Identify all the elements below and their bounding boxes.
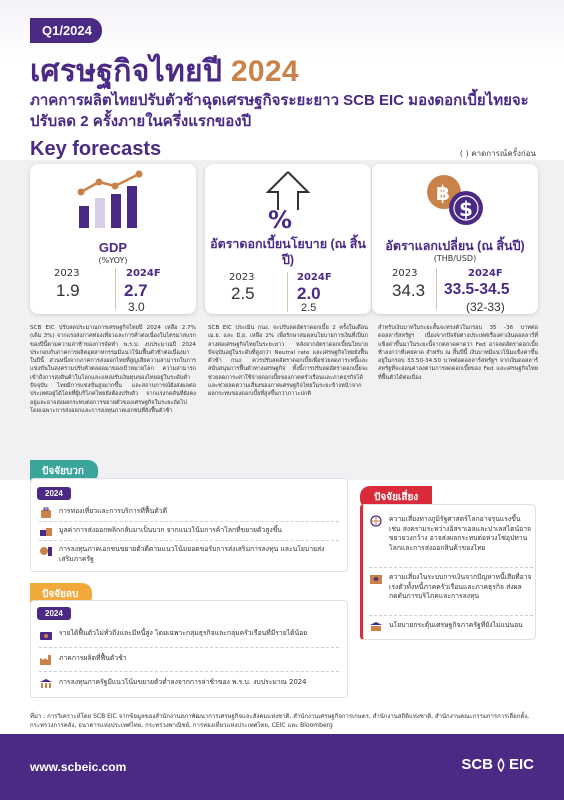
exchange-rate-previous-forecast: (32-33) bbox=[466, 300, 505, 314]
quarter-tag: Q1/2024 bbox=[30, 18, 102, 43]
list-item bbox=[369, 621, 533, 633]
divider bbox=[39, 521, 339, 522]
policy-rate-divider bbox=[287, 272, 288, 312]
exchange-rate-description: สำหรับเงินบาทในระยะสั้นจะทรงตัวในกรอบ 35 -36 บาทต่อดอลลาร์สหรัฐฯ เนื่องจากปัจจัยต่างประเทศเรื่องค่าเงินดอลลาร์ที่แข็งค่าขึ้นมาในระยะนี้จากตลาดคาดว่า Fed อาจลดอัตราดอกเบี้ยช้าลงกว่าที่เคยคาด สำหรับ ณ สิ้นปีนี้ เงินบาทมีแนวโน้มแข็งค่าขึ้นอยู่ในกรอบ 33.50-34.50 บาทต่อดอลลาร์สหรัฐฯ จากเงินดอลลาร์สหรัฐที่จะอ่อนค่าลงตามการลดดอกเบี้ยของ Fed และเศรษฐกิจไทยที่ฟื้นตัวได้ต่อเนื่อง bbox=[378, 325, 538, 381]
gdp-divider bbox=[115, 268, 116, 310]
gdp-forecast-label: 2024F bbox=[126, 268, 161, 279]
svg-text:$: $ bbox=[459, 197, 473, 221]
positive-item-text: การลงทุนภาคเอกชนขยายตัวดีตามแนวโน้มยอดขอรับการส่งเสริมการลงทุน และนโยบายส่งเสริมภาครัฐ bbox=[59, 545, 325, 563]
investment-icon bbox=[39, 545, 53, 557]
gdp-unit: (%YOY) bbox=[98, 256, 128, 265]
list-item bbox=[369, 515, 533, 553]
list-item bbox=[39, 526, 339, 538]
exchange-rate-forecast-label: 2024F bbox=[468, 268, 503, 279]
positive-item-text: มูลค่าการส่งออกพลิกกลับมาเป็นบวก จากแนวโน้มการค้าโลกที่ขยายตัวสูงขึ้น bbox=[59, 526, 282, 534]
divider bbox=[39, 647, 339, 648]
policy-rate-previous-forecast: 2.5 bbox=[301, 302, 317, 314]
logo-scb: SCB bbox=[461, 756, 493, 773]
gdp-title: GDP bbox=[98, 240, 128, 255]
divider bbox=[39, 540, 339, 541]
positive-factors-box bbox=[30, 478, 348, 572]
divider bbox=[369, 615, 533, 616]
policy-rate-2023-value: 2.5 bbox=[231, 284, 255, 303]
title-year: 2024 bbox=[230, 55, 299, 88]
exchange-rate-card bbox=[372, 164, 538, 314]
policy-uncertainty-icon bbox=[369, 621, 383, 633]
export-cargo-icon bbox=[39, 526, 53, 538]
gdp-year-label: 2023 bbox=[54, 268, 80, 279]
household-debt-icon bbox=[39, 629, 53, 641]
list-item bbox=[39, 629, 339, 641]
positive-item-text: การท่องเที่ยวและการบริการที่ฟื้นตัวดี bbox=[59, 507, 167, 515]
subtitle: ภาคการผลิตไทยปรับตัวช้าฉุดเศรษฐกิจระยะยาว SCB EIC มองดอกเบี้ยไทยจะปรับลด 2 ครั้งภายในครึ่งแรกของปี bbox=[30, 92, 529, 130]
china-economy-icon bbox=[369, 573, 383, 585]
policy-rate-title: อัตราดอกเบี้ยนโยบาย (ณ สิ้นปี) bbox=[210, 237, 366, 267]
government-budget-icon bbox=[39, 678, 53, 690]
previous-forecast-note: ( ) คาดการณ์ครั้งก่อน bbox=[459, 149, 536, 158]
negative-item-text: ภาคการผลิตที่ฟื้นตัวช้า bbox=[59, 654, 127, 662]
flame-icon bbox=[496, 758, 506, 772]
main-title bbox=[30, 48, 299, 95]
policy-rate-card bbox=[205, 164, 371, 314]
exchange-rate-2024-forecast: 33.5-34.5 bbox=[444, 281, 510, 298]
percent-arrow-icon bbox=[260, 170, 316, 232]
gdp-2023-value: 1.9 bbox=[56, 281, 80, 300]
svg-text:%: % bbox=[268, 206, 293, 232]
negative-factors-box bbox=[30, 600, 348, 698]
exchange-rate-2023-value: 34.3 bbox=[392, 281, 426, 300]
key-forecasts-title: Key forecasts bbox=[30, 138, 162, 160]
positive-year-badge: 2024 bbox=[37, 487, 71, 500]
policy-rate-year-label: 2023 bbox=[229, 272, 255, 283]
exchange-rate-unit: (THB/USD) bbox=[433, 254, 477, 263]
risk-item-text: ความเสี่ยงในระบบการเงินจากปัญหาหนี้เสียที่อาจเร่งตัวทั้งหนี้ภาคครัวเรือนและภาคธุรกิจ ส่งผลกดดันการบริโภคและการลงทุน bbox=[389, 573, 532, 601]
bar-chart-growth-icon bbox=[75, 170, 151, 232]
website-link[interactable]: www.scbeic.com bbox=[30, 760, 127, 774]
gdp-previous-forecast: 3.0 bbox=[128, 300, 145, 314]
divider bbox=[39, 671, 339, 672]
list-item bbox=[39, 654, 339, 666]
logo-eic: EIC bbox=[508, 756, 534, 773]
source-note: ที่มา : การวิเคราะห์โดย SCB EIC จากข้อมูลของสำนักงานสภาพัฒนาการเศรษฐกิจและสังคมแห่งชาติ, สำนักงานเศรษฐกิจการเกษตร, สำนักงานสถิติแห่งชาติ, สำนักงานคณะกรรมการการเลือกตั้ง, กระทรวงการคลัง, ธนาคารแห่งประเทศไทย, กระทรวงพาณิชย์, การท่องเที่ยวแห่งประเทศไทย, CEIC และ Bloomberg bbox=[30, 713, 530, 729]
policy-rate-2024-forecast: 2.0 bbox=[297, 284, 321, 303]
scb-eic-logo bbox=[461, 756, 534, 773]
gdp-2024-forecast: 2.7 bbox=[124, 281, 148, 300]
geopolitics-icon bbox=[369, 515, 383, 527]
divider bbox=[369, 567, 533, 568]
tourism-icon bbox=[39, 507, 53, 519]
gdp-card bbox=[30, 164, 196, 314]
exchange-rate-title: อัตราแลกเปลี่ยน (ณ สิ้นปี) bbox=[385, 239, 525, 253]
risk-item-text: ความเสี่ยงทางภูมิรัฐศาสตร์โลกอาจรุนแรงขึ้น เช่น สงครามระหว่างอิสราเอลและปาเลสไตน์อาจขยายวงกว้าง อาจส่งผลกระทบต่อห่วงโซ่อุปทานโลกและการส่งออกสินค้าของไทย bbox=[389, 515, 532, 552]
gdp-description: SCB EIC ปรับลดประมาณการเศรษฐกิจไทยปี 2024 เหลือ 2.7% (เดิม 3%) จากแรงส่งภาคท่องเที่ยวและการค้าต่อเนื่องในไตรมาสแรกของปีนี้ตามความล่าช้าของการจัดทำ พ.ร.บ. งบประมาณปี 2024 ประกอบกับภาคการผลิตอุตสาหกรรมมีแนวโน้มฟื้นตัวช้าต่อเนื่องมาในปีนี้ ส่วนหนึ่งจากภาคการส่งออกไทยที่สูญเสียความสามารถในการแข่งขันในสงครามปรับตัวตลอดมาของเป้าหมายโลก ความสามารถเข้าถึงการส่งสินค้าในโลกและแหล่งรับเงินทุนของไทยอยู่ในระดับต่ำ ปัจจุบัน ไทยมีการแข่งขันสูงมากขึ้น และสถานการณ์ยังส่งผลต่อประเทศอยู่ได้โดยที่ผู้บริโภคไทยยังต้องปรับตัว จากแรงกดดันที่ยังคงอยู่และอาจส่งผลกระทบต่อการขยายตัวของเศรษฐกิจในระยะถัดไป โดยเฉพาะการส่งออกและการลงทุนภาคเอกชนที่ยังฟื้นตัวช้า bbox=[30, 325, 196, 414]
title-main: เศรษฐกิจไทยปี bbox=[30, 55, 223, 88]
positive-factors-tab: ปัจจัยบวก bbox=[30, 460, 98, 483]
policy-rate-description: SCB EIC ประเมิน กนง. จะปรับลดอัตราดอกเบี้ย 2 ครั้งในเดือน เม.ย. และ มิ.ย. เหลือ 2% เพื่อรักษาสมดุลนโยบายการเงินที่เป็นกลางต่อเศรษฐกิจไทยในระยะยาว หลังจากอัตราดอกเบี้ยนโยบายปัจจุบันอยู่ในระดับที่สูงกว่า Neutral rate และเศรษฐกิจไทยยังฟื้นตัวช้า กนง. ควรปรับลดอัตราดอกเบี้ยเพื่อช่วยลดภาระหนี้และสนับสนุนการฟื้นตัวทางเศรษฐกิจ ทั้งนี้การปรับลดอัตราดอกเบี้ยจะช่วยลดภาระค่าใช้จ่ายดอกเบี้ยของภาคครัวเรือนและภาคธุรกิจได้ และช่วยลดความเสี่ยงของภาคเศรษฐกิจไทยในระยะข้างหน้าจากผลกระทบของดอกเบี้ยที่สูงขึ้นกว่าภาวะปกติ bbox=[208, 325, 368, 398]
negative-item-text: รายได้ฟื้นตัวไม่ทั่วถึงและมีหนี้สูง โดยเฉพาะกลุ่มธุรกิจและกลุ่มครัวเรือนที่มีรายได้น้อย bbox=[59, 629, 308, 637]
list-item bbox=[39, 545, 339, 564]
svg-text:฿: ฿ bbox=[436, 181, 450, 205]
policy-rate-forecast-label: 2024F bbox=[297, 272, 332, 283]
exchange-rate-year-label: 2023 bbox=[392, 268, 418, 279]
negative-year-badge: 2024 bbox=[37, 607, 71, 620]
factory-icon bbox=[39, 654, 53, 666]
footer bbox=[0, 734, 564, 800]
list-item bbox=[39, 507, 339, 519]
exchange-rate-divider bbox=[436, 268, 437, 310]
risk-factors-box bbox=[360, 504, 536, 640]
negative-item-text: การลงทุนภาครัฐมีแนวโน้มขยายตัวต่ำลงจากการล่าช้าของ พ.ร.บ. งบประมาณ 2024 bbox=[59, 678, 307, 686]
risk-item-text: นโยบายกระตุ้นเศรษฐกิจภาครัฐที่ยังไม่แน่นอน bbox=[389, 621, 523, 629]
currency-exchange-icon bbox=[420, 170, 490, 230]
list-item bbox=[369, 573, 533, 602]
list-item bbox=[39, 678, 339, 690]
risk-factors-tab: ปัจจัยเสี่ยง bbox=[360, 486, 432, 509]
negative-factors-tab: ปัจจัยลบ bbox=[30, 583, 92, 606]
